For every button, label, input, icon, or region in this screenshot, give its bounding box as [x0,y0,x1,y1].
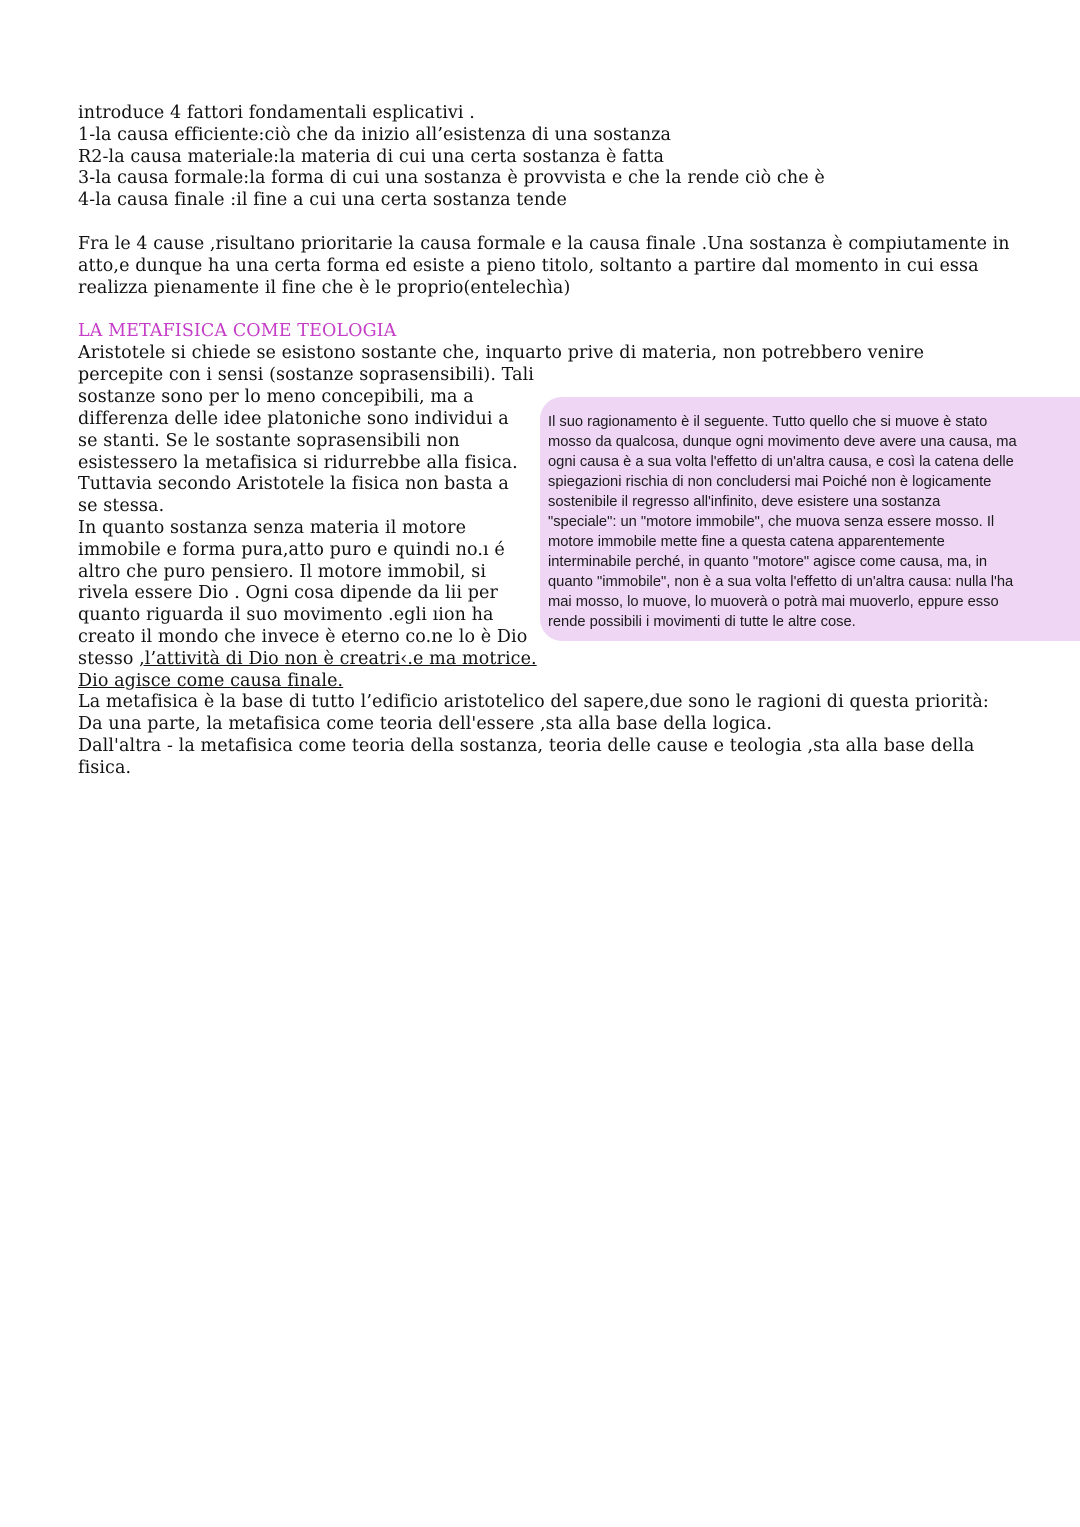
section-line-2: percepite con i sensi (sostanze soprasensibili). Tali [78,365,535,385]
callout-line-2: mosso da qualcosa, dunque ogni movimento deve avere una causa, ma [548,434,1017,450]
section-line-stesso [78,648,537,670]
intro-line-1: introduce 4 fattori fondamentali esplicativi . [78,103,475,123]
intro-cause-formale: 3-la causa formale:la forma di cui una sostanza è provvista e che la rende ciò che è [78,168,825,188]
section-line-5: se stanti. Se le sostante soprasensibili non [78,431,460,451]
callout-line-5: sostenibile il regresso all'infinito, deve esistere una sostanza [548,494,941,510]
section-line-14: creato il mondo che invece è eterno co.ne lo è Dio [78,627,528,647]
callout-line-10: mai mosso, lo muove, lo muoverà o potrà mai muoverlo, eppure esso [548,594,999,610]
callout-line-9: quanto "immobile", non è a sua volta l'effetto di un'altra causa: nulla l'ha [548,574,1014,590]
callout-line-8: interminabile perché, in quanto "motore" agisce come causa, ma, in [548,554,988,570]
stesso-prefix: stesso [78,649,140,669]
section-line-8: se stessa. [78,496,165,516]
closing-line-1: La metafisica è la base di tutto l’edificio aristotelico del sapere,due sono le ragioni di questa priorità: [78,692,989,712]
section-line-6: esistessero la metafisica si ridurrebbe alla fisica. [78,453,518,473]
callout-line-6: "speciale": un "motore immobile", che muova senza essere mosso. Il [548,514,995,530]
intro-cause-materiale: R2-la causa materiale:la materia di cui una certa sostanza è fatta [78,147,664,167]
closing-line-2: Da una parte, la metafisica come teoria dell'essere ,sta alla base della logica. [78,714,773,734]
priority-line-3: realizza pienamente il fine che è le proprio(entelechìa) [78,278,571,298]
priority-line-1: Fra le 4 cause ,risultano prioritarie la causa formale e la causa finale .Una sostanza è compiutamente in [78,234,1010,254]
underlined-causa-finale: Dio agisce come causa finale. [78,671,344,691]
section-line-7: Tuttavia secondo Aristotele la fisica non basta a [78,474,509,494]
section-line-4: differenza delle idee platoniche sono individui a [78,409,509,429]
callout-line-4: spiegazioni rischia di non concludersi mai Poiché non è logicamente [548,474,992,490]
section-line-10: immobile e forma pura,atto puro e quindi no.ı é [78,540,505,560]
intro-cause-efficiente: 1-la causa efficiente:ciò che da inizio all’esistenza di una sostanza [78,125,672,145]
section-heading: LA METAFISICA COME TEOLOGIA [78,321,397,341]
intro-cause-finale: 4-la causa finale :il fine a cui una certa sostanza tende [78,190,568,210]
closing-line-4: fisica. [78,758,132,778]
underlined-motrice: ,l’attività di Dio non è creatri‹.e ma motrice. [139,649,537,669]
section-line-12: rivela essere Dio . Ogni cosa dipende da lı̇i per [78,583,498,603]
section-line-1: Aristotele si chiede se esistono sostante che, inquarto prive di materia, non potrebbero venire [78,343,925,363]
callout-line-1: Il suo ragionamento è il seguente. Tutto quello che si muove è stato [548,414,988,430]
callout-line-3: ogni causa è a sua volta l'effetto di un'altra causa, e così la catena delle [548,454,1014,470]
section-line-3: sostanze sono per lo meno concepibili, ma a [78,387,474,407]
closing-line-3: Dall'altra - la metafisica come teoria della sostanza, teoria delle cause e teologia ,sta alla base della [78,736,975,756]
section-line-11: altro che puro pensiero. Il motore immobil, si [78,562,487,582]
callout-line-11: rende possibili i movimenti di tutte le altre cose. [548,614,856,630]
section-line-13: quanto riguarda il suo movimento .egli ıion ha [78,605,494,625]
section-line-9: In quanto sostanza senza materia il motore [78,518,467,538]
callout-line-7: motore immobile mette fine a questa catena apparentemente [548,534,945,550]
priority-line-2: atto,e dunque ha una certa forma ed esiste a pieno titolo, soltanto a partire dal momento in cui essa [78,256,979,276]
